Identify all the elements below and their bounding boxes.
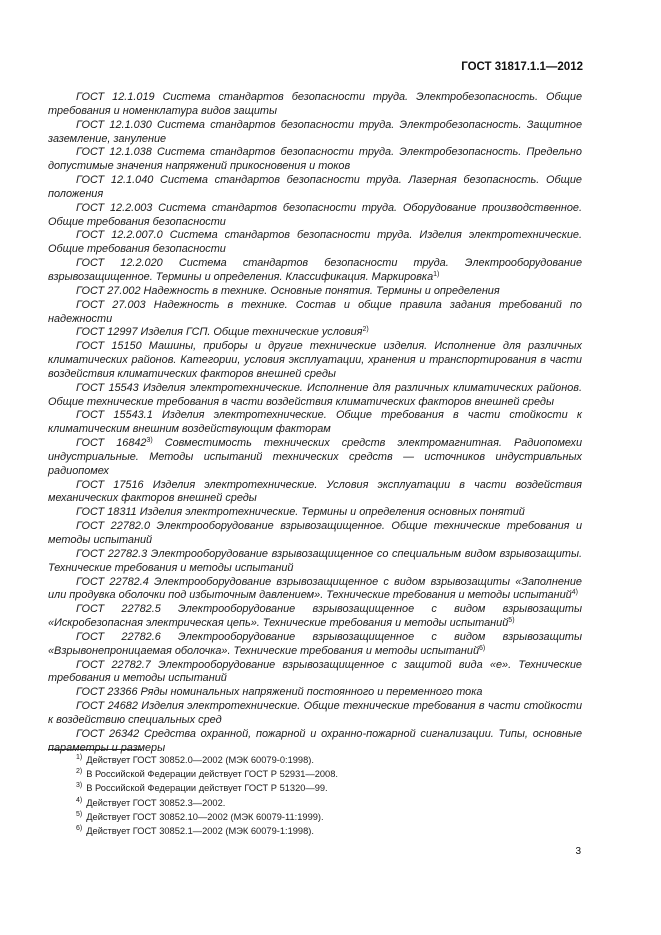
reference-item: [48, 91, 582, 119]
reference-text: ГОСТ 22782.3 Электрооборудование взрывозащищенное со специальным видом взрывозащиты. Технические требования и методы испытаний: [48, 547, 582, 574]
reference-item: [48, 631, 582, 659]
reference-item: [48, 728, 582, 756]
reference-item: [48, 299, 582, 327]
reference-item: [48, 659, 582, 687]
reference-text: ГОСТ 12.2.020 Система стандартов безопасности труда. Электрооборудование взрывозащищенное. Термины и определения. Классификация. Маркировка: [48, 257, 582, 283]
reference-text: ГОСТ 22782.7 Электрооборудование взрывозащищенное с защитой вида «е». Технические требования и методы испытаний: [48, 658, 582, 685]
reference-item: [48, 326, 582, 340]
reference-item: [48, 146, 582, 174]
reference-item: [48, 382, 582, 410]
footnote-marker: 4): [571, 589, 578, 597]
footnote-marker: 6): [479, 644, 486, 652]
footnote-mark: 1): [76, 754, 83, 761]
reference-text: ГОСТ 27.003 Надежность в технике. Состав и общие правила задания требований по надежности: [48, 298, 582, 325]
reference-item: [48, 686, 582, 700]
footnote-text: Действует ГОСТ 30852.3—2002.: [86, 797, 226, 808]
reference-item: [48, 202, 582, 230]
footnote-mark: 2): [76, 768, 83, 776]
page-number: 3: [575, 846, 581, 857]
footnote-text: Действует ГОСТ 30852.0—2002 (МЭК 60079-0:1998).: [86, 755, 314, 765]
footnote-mark: 4): [76, 796, 83, 804]
reference-text: ГОСТ 22782.0 Электрооборудование взрывозащищенное. Общие технические требования и методы испытаний: [48, 520, 582, 546]
document-code-header: ГОСТ 31817.1.1—2012: [461, 61, 583, 73]
reference-text: ГОСТ 23366 Ряды номинальных напряжений постоянного и переменного тока: [76, 686, 483, 699]
reference-text: ГОСТ 12.1.030 Система стандартов безопасности труда. Электробезопасность. Защитное заземление, зануление: [48, 118, 582, 145]
reference-item: [48, 229, 582, 257]
reference-text: ГОСТ 15543 Изделия электротехнические. Исполнение для различных климатических районов. Общие технические требования в части воздействия климатических факторов внешней среды: [48, 381, 582, 408]
footnote-separator: [48, 749, 142, 750]
reference-item: [48, 603, 582, 631]
reference-text: ГОСТ 27.002 Надежность в технике. Основные понятия. Термины и определения: [76, 284, 500, 297]
footnote-text: Действует ГОСТ 30852.10—2002 (МЭК 60079-11:1999).: [86, 811, 324, 822]
reference-text: ГОСТ 12.1.038 Система стандартов безопасности труда. Электробезопасность. Предельно допустимые значения напряжений прикосновения и токов: [48, 146, 582, 173]
reference-text: ГОСТ 22782.4 Электрооборудование взрывозащищенное с видом взрывозащиты «Заполнение или продувка оболочки под избыточным давлением». Технические требования и методы испытаний: [48, 575, 582, 602]
footnote-item: [76, 810, 576, 824]
reference-item: [48, 257, 582, 285]
reference-text: ГОСТ 17516 Изделия электротехнические. Условия эксплуатации в части воздействия механических факторов внешней среды: [48, 478, 582, 505]
reference-text: ГОСТ 18311 Изделия электротехнические. Термины и определения основных понятий: [76, 506, 525, 519]
reference-item: [48, 285, 582, 299]
footnote-text: Действует ГОСТ 30852.1—2002 (МЭК 60079-1:1998).: [86, 826, 314, 837]
reference-text: ГОСТ 12.2.003 Система стандартов безопасности труда. Оборудование производственное. Общие требования безопасности: [48, 201, 582, 228]
footnote-mark: 5): [76, 810, 83, 818]
reference-item: [48, 520, 582, 548]
reference-text: ГОСТ 24682 Изделия электротехнические. Общие технические требования в части стойкости к воздействию специальных сред: [48, 700, 582, 726]
normative-references-list: [48, 91, 582, 756]
reference-text: ГОСТ 12.1.040 Система стандартов безопасности труда. Лазерная безопасность. Общие положения: [48, 174, 582, 200]
footnote-item: [76, 824, 576, 838]
reference-item: [48, 700, 582, 728]
reference-item: [48, 119, 582, 147]
footnote-mark: 6): [76, 825, 83, 833]
reference-text: ГОСТ 12.1.019 Система стандартов безопасности труда. Электробезопасность. Общие требования и номенклатура видов защиты: [48, 91, 582, 117]
reference-item: [48, 174, 582, 202]
reference-text: ГОСТ 22782.6 Электрооборудование взрывозащищенное с видом взрывозащиты «Взрывонепроницаемая оболочка». Технические требования и методы испытаний: [48, 630, 582, 657]
reference-text: ГОСТ 12.2.007.0 Система стандартов безопасности труда. Изделия электротехнические. Общие требования безопасности: [48, 229, 582, 256]
reference-text: ГОСТ 15150 Машины, приборы и другие технические изделия. Исполнение для различных климатических районов. Категории, условия эксплуатации, хранения и транспортирования в части воздействия климатических факторов внешней среды: [48, 340, 582, 380]
footnote-text: В Российской Федерации действует ГОСТ Р 51320—99.: [86, 783, 328, 794]
footnote-marker: 2): [362, 326, 369, 334]
reference-item: [48, 409, 582, 437]
footnote-item: [76, 781, 576, 795]
reference-text: ГОСТ 26342 Средства охранной, пожарной и охранно-пожарной сигнализации. Типы, основные параметры и размеры: [48, 727, 582, 754]
reference-item: [48, 340, 582, 382]
reference-item: [48, 506, 582, 520]
reference-text: ГОСТ 22782.5 Электрооборудование взрывозащищенное с видом взрывозащиты «Искробезопасная электрическая цепь». Технические требования и методы испытаний: [48, 603, 582, 630]
reference-text-continuation: Совместимость технических средств электромагнитная. Радиопомехи индустриальные. Методы испытаний технических средств — источников индустривльных радиопомех: [48, 437, 582, 477]
footnote-item: [76, 753, 576, 767]
reference-item: [48, 548, 582, 576]
reference-text: ГОСТ 15543.1 Изделия электротехнические. Общие требования в части стойкости к климатическим внешним воздействующим факторам: [48, 409, 582, 436]
footnote-item: [76, 767, 576, 781]
reference-text: ГОСТ 12997 Изделия ГСП. Общие технические условия: [76, 326, 363, 339]
footnote-marker: 1): [433, 270, 440, 278]
reference-item: [48, 479, 582, 507]
reference-item: [48, 576, 582, 604]
reference-text: ГОСТ 16842: [76, 437, 147, 450]
footnote-mark: 3): [76, 782, 83, 790]
footnote-text: В Российской Федерации действует ГОСТ Р 52931—2008.: [86, 769, 338, 780]
footnote-marker: 5): [508, 617, 515, 625]
footnotes-list: [76, 753, 576, 838]
footnote-item: [76, 796, 576, 810]
reference-item: [48, 437, 582, 479]
footnote-marker: 3): [146, 437, 153, 445]
